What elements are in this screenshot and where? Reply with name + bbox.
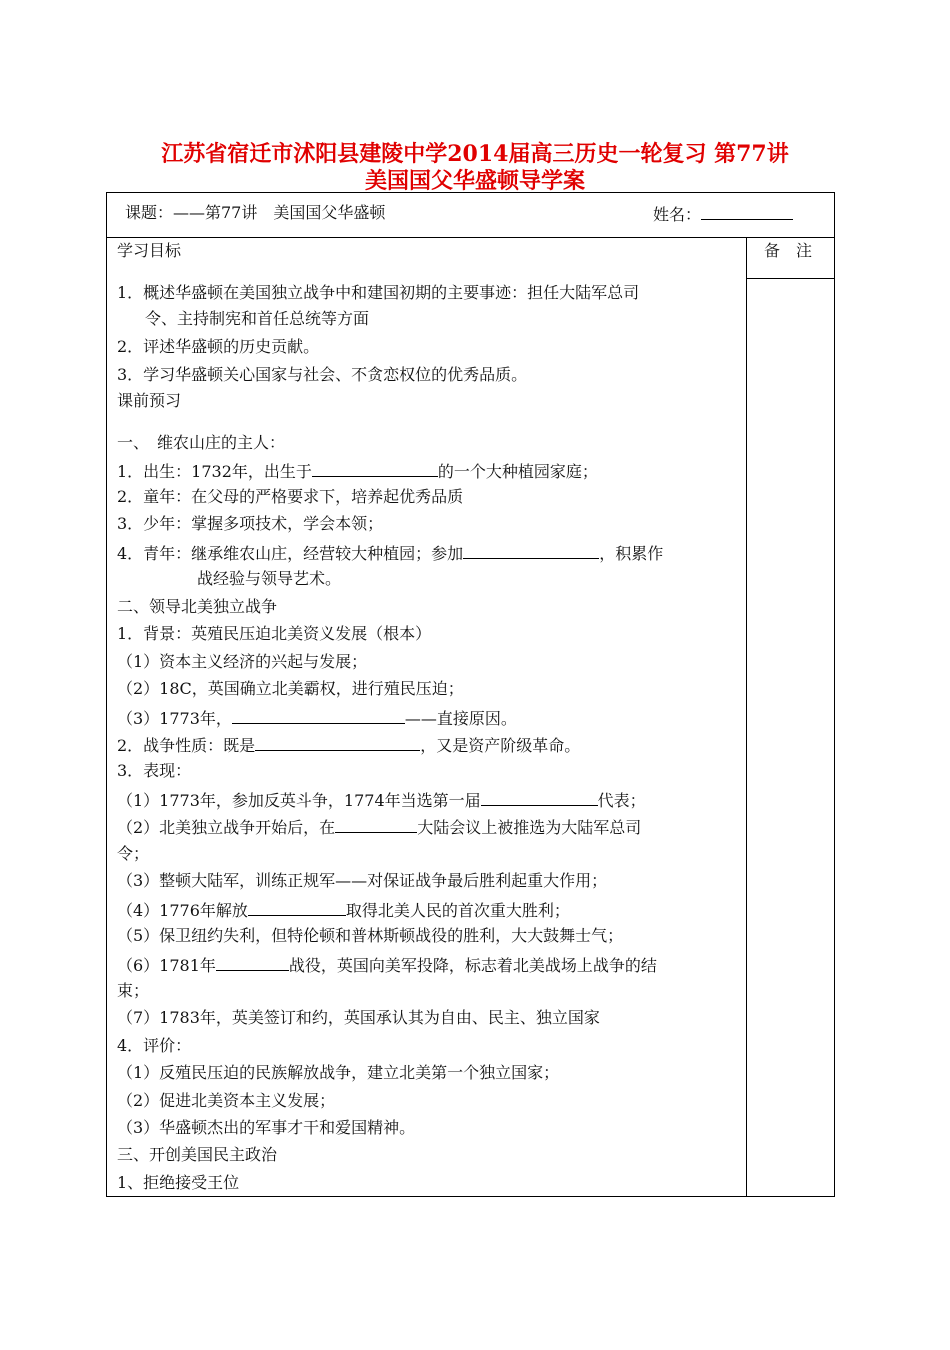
- worksheet-table: [106, 192, 835, 1197]
- section-2-item-3-6-cont: 束；: [117, 981, 150, 1000]
- section-1-item-4-cont: 战经验与领导艺术。: [197, 569, 342, 588]
- document-title-line-2: 美国国父华盛顿导学案: [364, 168, 585, 194]
- section-2-item-1-3: [117, 707, 517, 729]
- notes-header-divider: [746, 278, 834, 279]
- goal-1-line-2: 令、主持制宪和首任总统等方面: [145, 309, 370, 328]
- item-text: 的一个大种植园家庭；: [437, 462, 598, 481]
- goal-3: 3．学习华盛顿关心国家与社会、不贪恋权位的优秀品质。: [117, 365, 528, 384]
- name-label: 姓名：: [653, 205, 702, 224]
- answer-blank[interactable]: [312, 460, 438, 477]
- item-text: 取得北美人民的首次重大胜利；: [345, 901, 570, 920]
- section-1-item-1: [117, 460, 598, 482]
- section-2-item-3-7: （7）1783年，英美签订和约，英国承认其为自由、民主、独立国家: [117, 1008, 600, 1027]
- answer-blank[interactable]: [248, 899, 346, 916]
- item-text: 代表；: [597, 791, 646, 810]
- section-1-item-4: [117, 542, 663, 564]
- document-title-line-1: 江苏省宿迁市沭阳县建陵中学2014届高三历史一轮复习 第77讲: [161, 141, 789, 167]
- section-2-item-3-1: [117, 789, 646, 811]
- section-2-item-4-1: （1）反殖民压迫的民族解放战争，建立北美第一个独立国家；: [117, 1063, 560, 1082]
- section-1-heading: 一、 维农山庄的主人：: [117, 433, 286, 452]
- section-2-item-3-5: （5）保卫纽约失利，但特伦顿和普林斯顿战役的胜利，大大鼓舞士气；: [117, 926, 624, 945]
- item-text: ，积累作: [599, 544, 664, 563]
- notes-column-divider: [746, 237, 747, 1196]
- section-2-item-3-2: [117, 816, 641, 838]
- item-text: 大陆会议上被推选为大陆军总司: [417, 818, 642, 837]
- header-divider: [107, 237, 834, 238]
- goal-2: 2．评述华盛顿的历史贡献。: [117, 337, 320, 356]
- item-text: （1）1773年，参加反英斗争，1774年当选第一届: [117, 791, 481, 810]
- section-1-item-3: 3．少年：掌握多项技术，学会本领；: [117, 514, 384, 533]
- item-text: （2）北美独立战争开始后，在: [117, 818, 336, 837]
- section-2-item-3-4: [117, 899, 570, 921]
- section-2-item-2: [117, 734, 580, 756]
- section-2-item-1: 1．背景：英殖民压迫北美资义发展（根本）: [117, 624, 432, 643]
- section-3-item-1: 1、拒绝接受王位: [117, 1173, 240, 1192]
- item-text: 2．战争性质：既是: [117, 736, 256, 755]
- section-2-item-3: 3．表现：: [117, 761, 192, 780]
- section-3-heading: 三、开创美国民主政治: [117, 1145, 278, 1164]
- item-text: ，又是资产阶级革命。: [420, 736, 581, 755]
- section-2-item-1-2: （2）18C，英国确立北美霸权，进行殖民压迫；: [117, 679, 464, 698]
- item-text: ——直接原因。: [404, 709, 517, 728]
- item-text: 1．出生：1732年，出生于: [117, 462, 312, 481]
- section-2-item-3-6: [117, 954, 657, 976]
- notes-header: 备 注: [764, 241, 813, 260]
- item-text: （4）1776年解放: [117, 901, 248, 920]
- answer-blank[interactable]: [463, 542, 599, 559]
- answer-blank[interactable]: [232, 707, 405, 724]
- answer-blank[interactable]: [481, 789, 598, 806]
- answer-blank[interactable]: [216, 954, 289, 971]
- item-text: （6）1781年: [117, 956, 216, 975]
- item-text: （3）1773年，: [117, 709, 232, 728]
- section-2-item-4: 4．评价：: [117, 1036, 192, 1055]
- name-field[interactable]: [653, 203, 793, 225]
- answer-blank[interactable]: [335, 816, 417, 833]
- goals-heading: 学习目标: [117, 241, 182, 260]
- section-1-item-2: 2．童年：在父母的严格要求下，培养起优秀品质: [117, 487, 464, 506]
- item-text: 战役，英国向美军投降，标志着北美战场上战争的结: [288, 956, 657, 975]
- section-2-item-4-3: （3）华盛顿杰出的军事才干和爱国精神。: [117, 1118, 416, 1137]
- item-text: 4．青年：继承维农山庄，经营较大种植园；参加: [117, 544, 464, 563]
- topic-label: 课题：——第77讲 美国国父华盛顿: [125, 203, 386, 222]
- goal-1-line-1: 1．概述华盛顿在美国独立战争中和建国初期的主要事迹：担任大陆军总司: [117, 283, 640, 302]
- section-2-item-4-2: （2）促进北美资本主义发展；: [117, 1091, 336, 1110]
- preview-heading: 课前预习: [117, 391, 182, 410]
- section-2-item-1-1: （1）资本主义经济的兴起与发展；: [117, 652, 368, 671]
- section-2-item-3-3: （3）整顿大陆军，训练正规军——对保证战争最后胜利起重大作用；: [117, 871, 608, 890]
- section-2-heading: 二、领导北美独立战争: [117, 597, 278, 616]
- answer-blank[interactable]: [255, 734, 420, 751]
- section-2-item-3-2-cont: 令；: [117, 844, 150, 863]
- name-blank[interactable]: [701, 203, 793, 220]
